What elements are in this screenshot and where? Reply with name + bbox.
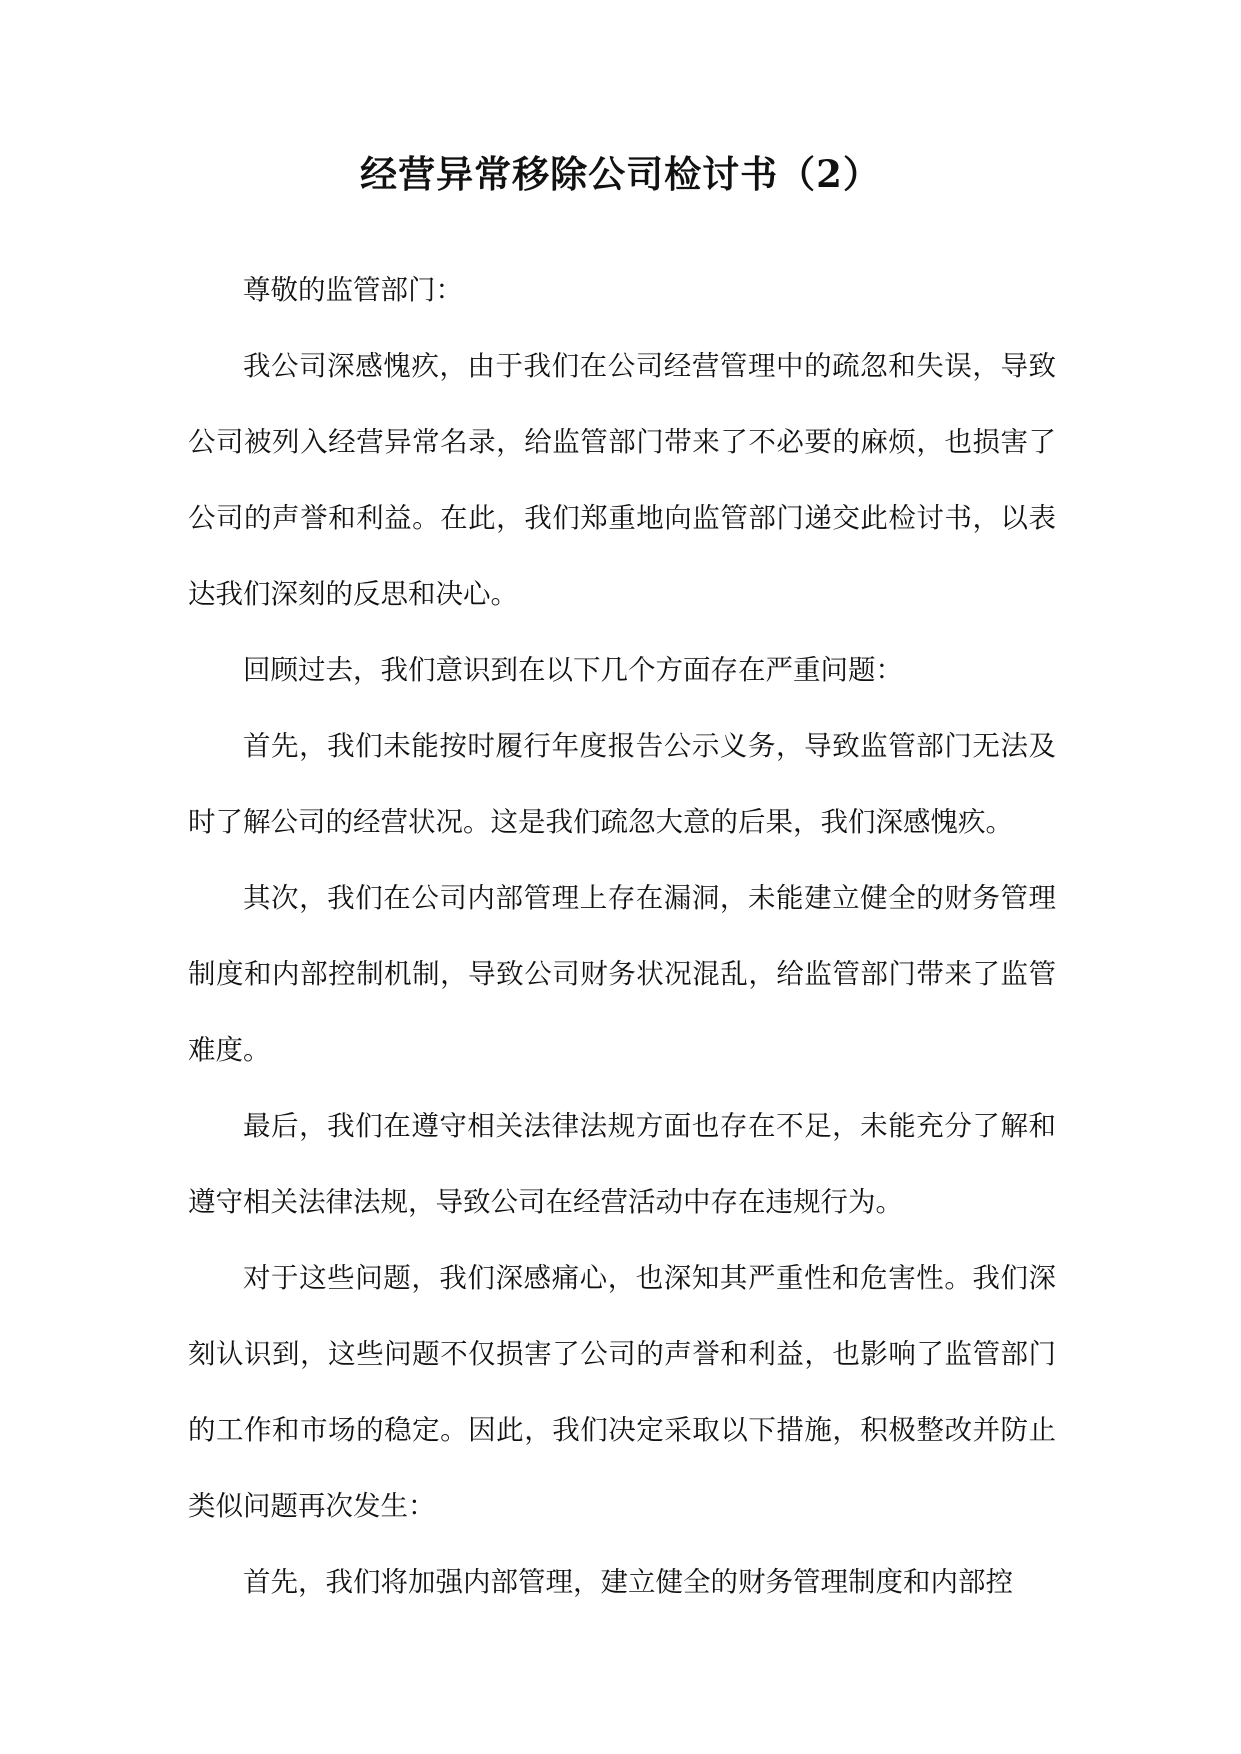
paragraph: 首先，我们未能按时履行年度报告公示义务，导致监管部门无法及时了解公司的经营状况。这是我们疏忽大意的后果，我们深感愧疚。 <box>188 730 1056 838</box>
salutation: 尊敬的监管部门： <box>243 274 463 306</box>
paragraph: 我公司深感愧疚，由于我们在公司经营管理中的疏忽和失误，导致公司被列入经营异常名录，给监管部门带来了不必要的麻烦，也损害了公司的声誉和利益。在此，我们郑重地向监管部门递交此检讨书，以表达我们深刻的反思和决心。 <box>188 350 1056 610</box>
document-title: 经营异常移除公司检讨书（2） <box>360 152 881 196</box>
paragraph: 其次，我们在公司内部管理上存在漏洞，未能建立健全的财务管理制度和内部控制机制，导致公司财务状况混乱，给监管部门带来了监管难度。 <box>188 882 1056 1066</box>
paragraph: 回顾过去，我们意识到在以下几个方面存在严重问题： <box>243 654 903 686</box>
document-body <box>188 252 1056 1620</box>
paragraph: 对于这些问题，我们深感痛心，也深知其严重性和危害性。我们深刻认识到，这些问题不仅损害了公司的声誉和利益，也影响了监管部门的工作和市场的稳定。因此，我们决定采取以下措施，积极整改并防止类似问题再次发生： <box>188 1262 1056 1522</box>
paragraph: 首先，我们将加强内部管理，建立健全的财务管理制度和内部控 <box>243 1566 1013 1598</box>
paragraph: 最后，我们在遵守相关法律法规方面也存在不足，未能充分了解和遵守相关法律法规，导致公司在经营活动中存在违规行为。 <box>188 1110 1056 1218</box>
